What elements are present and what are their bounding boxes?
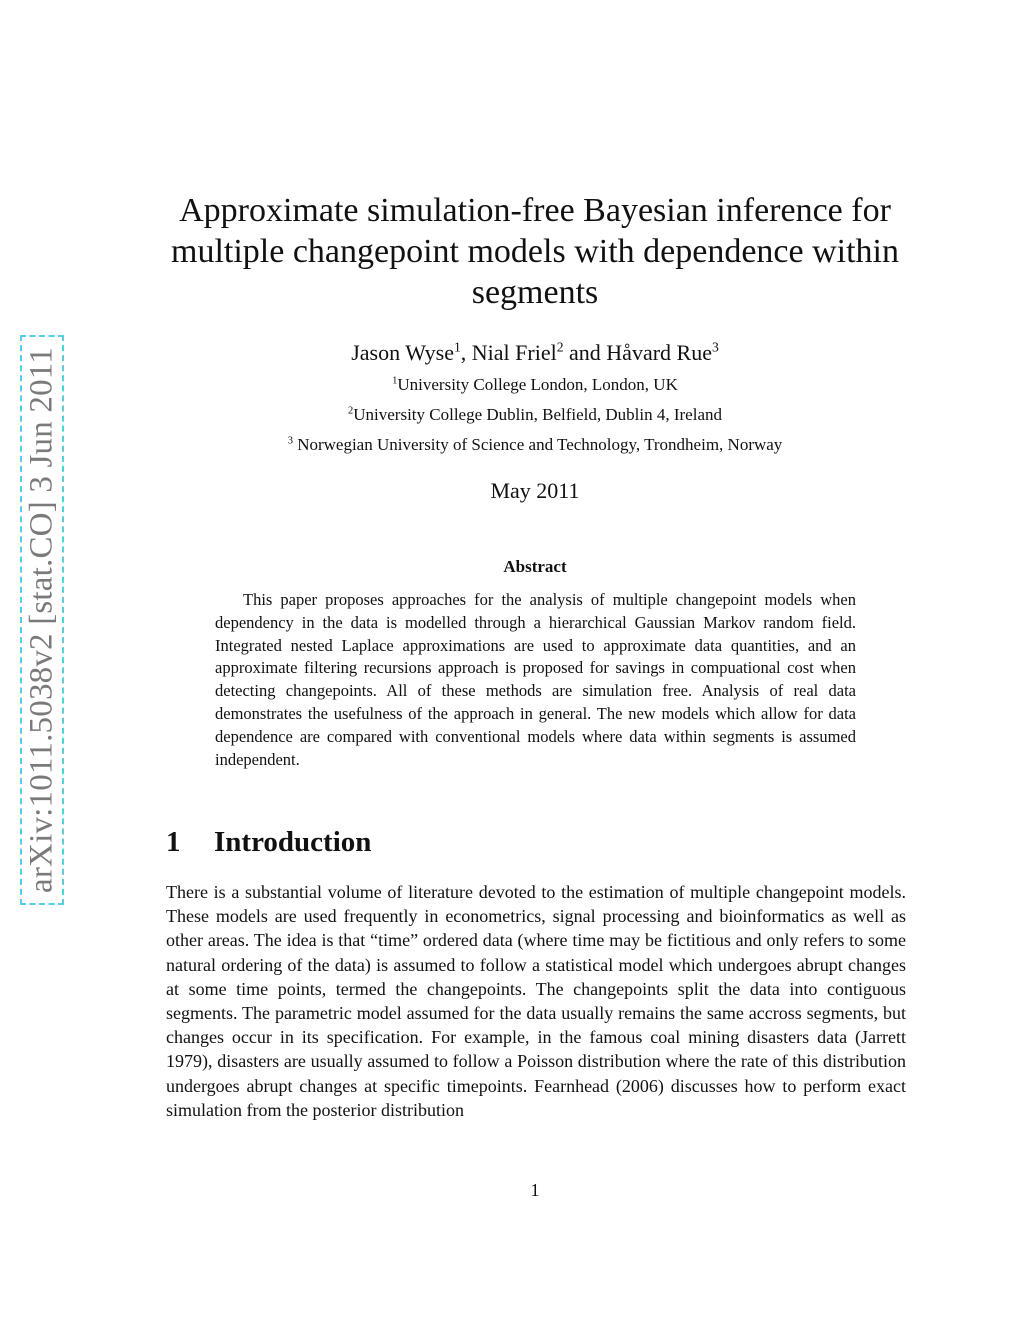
affiliation-text: University College Dublin, Belfield, Dublin 4, Ireland: [353, 405, 722, 424]
paper-title: Approximate simulation-free Bayesian inference for multiple changepoint models with dependence within segments: [171, 192, 899, 311]
introduction-text: There is a substantial volume of literature devoted to the estimation of multiple changepoint models. These models are used frequently in econometrics, signal processing and bioinformatics as well as other areas. The idea is that “time” ordered data (where time may be fictitious and only refers to some natural ordering of the data) is assumed to follow a statistical model which undergoes abrupt changes at some time points, termed the changepoints. The changepoints split the data into contiguous segments. The parametric model assumed for the data usually remains the same accross segments, but changes occur in its specification. For example, in the famous coal mining disasters data (Jarrett 1979), disasters are usually assumed to follow a Poisson distribution where the rate of this distribution undergoes abrupt changes at specific timepoints. Fearnhead (2006) discusses how to perform exact simulation from the posterior distribution: [166, 882, 906, 1120]
abstract-text: This paper proposes approaches for the analysis of multiple changepoint models when dependency in the data is modelled through a hierarchical Gaussian Markov random field. Integrated nested Laplace approximations are used to approximate data quantities, and an approximate filtering recursions approach is proposed for savings in compuational cost when detecting changepoints. All of these methods are simulation free. Analysis of real data demonstrates the usefulness of the approach in general. The new models which allow for data dependence are compared with conventional models where data within segments is assumed independent.: [215, 590, 856, 769]
affiliation: [150, 405, 920, 425]
author-affiliation-mark: 3: [711, 339, 719, 355]
affiliation-mark: 2: [347, 405, 354, 417]
author-name: Håvard Rue: [606, 340, 712, 365]
author-name: Nial Friel: [471, 340, 557, 365]
affiliation: [150, 435, 920, 455]
author-affiliation-mark: 1: [453, 339, 461, 355]
affiliation: [150, 375, 920, 395]
author-separator: ,: [460, 340, 472, 365]
publication-date: May 2011: [490, 478, 580, 503]
author-separator: and: [563, 340, 607, 365]
affiliation-mark: 1: [392, 375, 398, 387]
author-list: [150, 340, 920, 366]
affiliation-text: University College London, London, UK: [397, 375, 678, 394]
arxiv-id: arXiv:1011.5038v2 [stat.CO] 3 Jun 2011: [23, 347, 60, 893]
section-heading: [166, 826, 371, 859]
affiliation-mark: 3: [287, 435, 293, 447]
section-title: Introduction: [214, 826, 372, 858]
author-name: Jason Wyse: [351, 340, 454, 365]
affiliation-text: Norwegian University of Science and Technology, Trondheim, Norway: [292, 435, 783, 454]
arxiv-stamp: [20, 335, 64, 905]
abstract-heading: Abstract: [503, 557, 567, 576]
author-affiliation-mark: 2: [556, 339, 564, 355]
page-number: 1: [530, 1180, 540, 1200]
section-number: 1: [166, 826, 181, 858]
